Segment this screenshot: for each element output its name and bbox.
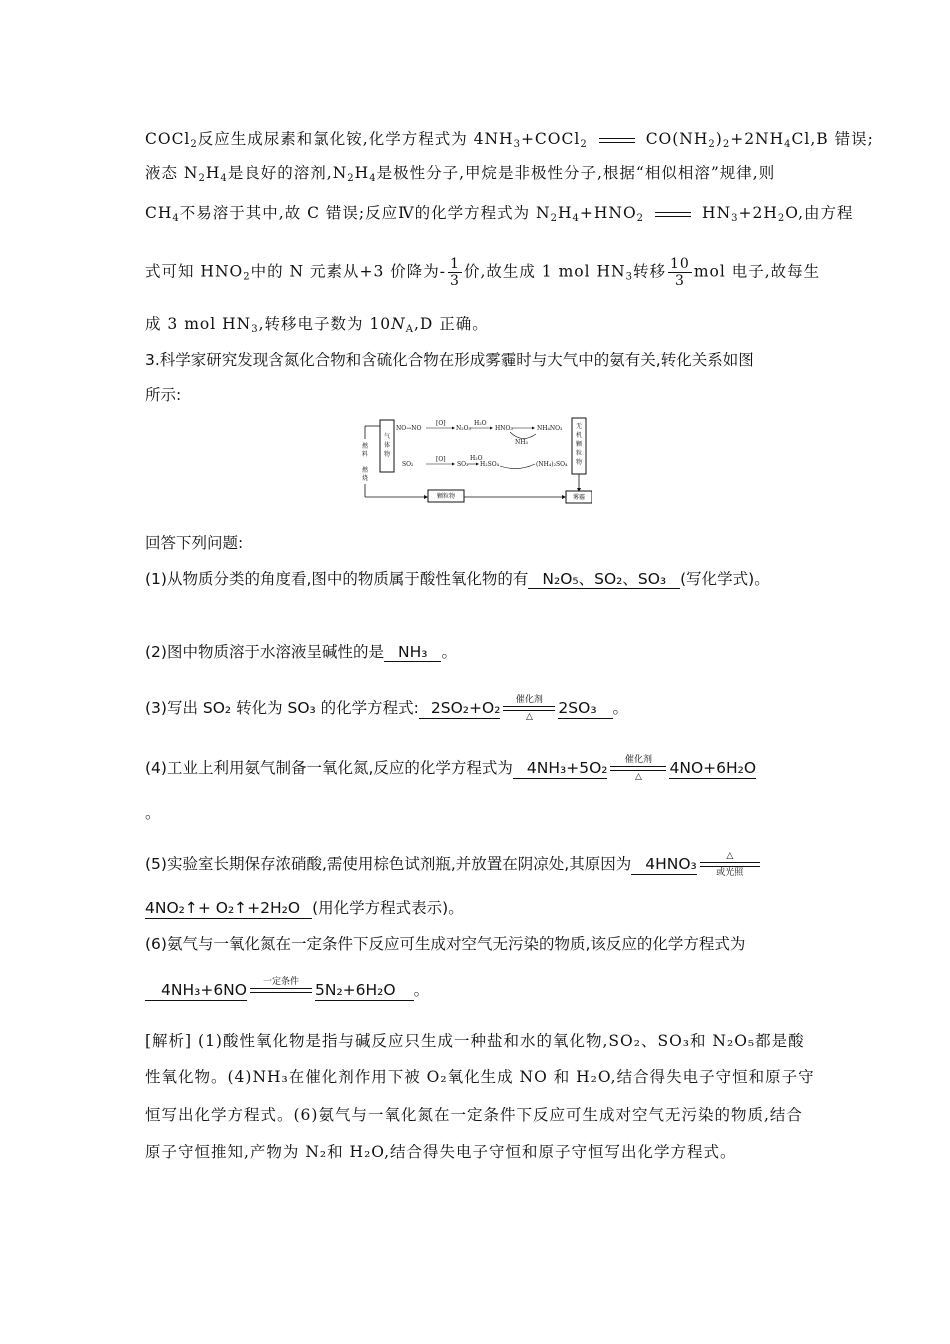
fraction-ten-thirds: $\frac{10}{3}$ bbox=[669, 256, 690, 289]
so3-label: SO₃ bbox=[457, 461, 469, 468]
particles-in-2: 机 bbox=[576, 432, 583, 439]
analysis-line-2: 性氧化物。(4)NH₃在催化剂作用下被 O₂氧化生成 NO 和 H₂O,结合得失电子守恒和原子守 bbox=[145, 1068, 815, 1086]
question-stem: 3.科学家研究发现含氮化合物和含硫化合物在形成雾霾时与大气中的氨有关,转化关系如图 bbox=[145, 351, 754, 369]
gas-label-3: 物 bbox=[384, 451, 391, 458]
water-1: H₂O bbox=[474, 420, 487, 427]
answer-5: (5)实验室长期保存浓硝酸,需使用棕色试剂瓶,并放置在阴凉处,其原因为 4HNO₃ △ 或光照 bbox=[145, 850, 763, 879]
answer-4-end: 。 bbox=[145, 804, 161, 822]
solution-line-2: 液态 $N_2H_4$是良好的溶剂$,N_2H_4$是极性分子,甲烷是非极性分子,根据“相似相溶”规律,则 bbox=[145, 164, 776, 184]
question-stem-2: 所示: bbox=[145, 386, 182, 404]
answer-4: (4)工业上利用氨气制备一氧化氮,反应的化学方程式为 4NH₃+5O₂ 催化剂 △ 4NO+6H₂O bbox=[145, 755, 757, 782]
solution-line-5: 成 3 mol $HN_3$,转移电子数为 $10N_A,D$ 正确。 bbox=[145, 315, 489, 335]
fuel-label-3: 燃 bbox=[362, 467, 369, 474]
gas-label-2: 体 bbox=[384, 442, 391, 449]
answer-6: (6)氨气与一氧化氮在一定条件下反应可生成对空气无污染的物质,该反应的化学方程式为 bbox=[145, 935, 746, 953]
answer-1: (1)从物质分类的角度看,图中的物质属于酸性氧化物的有 N₂O₅、SO₂、SO₃ (写化学式)。 bbox=[145, 570, 770, 588]
hno3-label: HNO₃ bbox=[495, 425, 513, 432]
oxidation-2: [O] bbox=[436, 456, 446, 463]
fuel-label-1: 燃 bbox=[362, 443, 369, 450]
fuel-label-4: 烧 bbox=[362, 475, 369, 482]
particles-in-5: 物 bbox=[576, 459, 583, 466]
condition-label: 一定条件 bbox=[250, 976, 312, 1005]
solution-line-1: COCl$_2$反应生成尿素和氯化铵,化学方程式为 $4NH_3+COCl_2$ $CO(NH_2)_2+2NH_4Cl,B$ 错误; bbox=[145, 130, 874, 150]
fraction-one-third: $\frac{1}{3}$ bbox=[450, 256, 460, 289]
answer-3: (3)写出 SO₂ 转化为 SO₃ 的化学方程式: 2SO₂+O₂ 催化剂 △ 2SO₃ 。 bbox=[145, 695, 629, 722]
answer-6-equation: 4NH₃+6NO 一定条件 5N₂+6H₂O 。 bbox=[145, 976, 429, 1005]
gas-label-1: 气 bbox=[384, 433, 391, 440]
heat-or-light-condition: △ 或光照 bbox=[700, 850, 760, 879]
analysis-line-4: 原子守恒推知,产物为 N₂和 H₂O,结合得失电子守恒和原子守恒写出化学方程式。 bbox=[145, 1143, 737, 1161]
answer-5-cont: 4NO₂↑+ O₂↑+2H₂O (用化学方程式表示)。 bbox=[145, 899, 464, 917]
question-prompt: 回答下列问题: bbox=[145, 534, 244, 552]
answer-1-blank: N₂O₅、SO₂、SO₃ bbox=[528, 570, 680, 589]
smog-label: 雾霾 bbox=[573, 494, 586, 501]
solution-line-4: 式可知 $HNO_2$中的 N 元素从+3 价降为- $\frac{1}{3}$ 价,故生成 1 mol $HN_3$转移 $\frac{10}{3}$ mol 电子,故每生 bbox=[145, 256, 821, 289]
ammonium-sulfate-label: (NH₄)₂SO₄ bbox=[536, 461, 568, 468]
equal-sign bbox=[647, 212, 699, 217]
particles-in-1: 无 bbox=[576, 423, 583, 430]
equal-sign bbox=[591, 138, 643, 143]
answer-2: (2)图中物质溶于水溶液呈碱性的是 NH₃ 。 bbox=[145, 643, 457, 661]
n2o5-label: N₂O₅ bbox=[456, 425, 471, 432]
fuel-label-2: 料 bbox=[362, 451, 369, 458]
catalyst-condition: 催化剂 △ bbox=[503, 694, 555, 723]
catalyst-condition: 催化剂 △ bbox=[610, 754, 666, 783]
so2-label: SO₂ bbox=[402, 461, 414, 468]
analysis-line-1: [解析] (1)酸性氧化物是指与碱反应只生成一种盐和水的氧化物,SO₂、SO₃和 N₂O₅都是酸 bbox=[145, 1032, 805, 1050]
nh3-label: NH₃ bbox=[515, 439, 528, 446]
solution-line-3: $CH_4$不易溶于其中,故 C 错误;反应Ⅳ的化学方程式为 $N_2H_4+HNO_2$ $HN_3+2H_2O$,由方程 bbox=[145, 204, 854, 224]
particles-in-4: 粒 bbox=[576, 450, 583, 457]
particles-in-3: 颗 bbox=[576, 441, 583, 448]
answer-2-blank: NH₃ bbox=[384, 643, 441, 662]
water-2: H₂O bbox=[470, 455, 483, 462]
nh4no3-label: NH₄NO₃ bbox=[537, 425, 563, 432]
analysis-line-3: 恒写出化学方程式。(6)氨气与一氧化氮在一定条件下反应可生成对空气无污染的物质,结合 bbox=[145, 1106, 803, 1124]
no-label: NO→NO bbox=[396, 425, 422, 432]
oxidation-1: [O] bbox=[436, 420, 446, 427]
h2so4-label: H₂SO₄ bbox=[480, 461, 500, 468]
conversion-diagram bbox=[360, 414, 592, 510]
particles-label: 颗粒物 bbox=[437, 493, 456, 500]
